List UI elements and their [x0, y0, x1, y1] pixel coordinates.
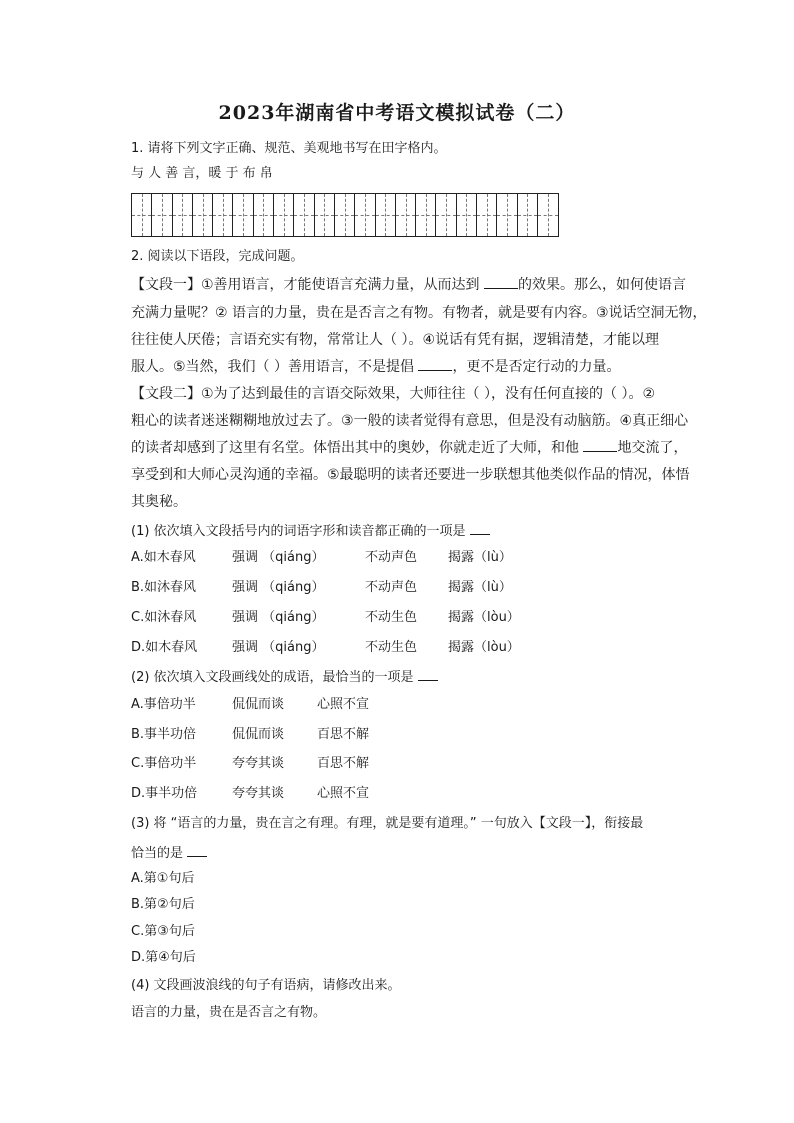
grid-cell[interactable]: [497, 194, 517, 236]
answer-blank[interactable]: [187, 844, 207, 857]
sub3-prompt-line2: 恰当的是: [131, 844, 207, 862]
sub1-prompt: (1) 依次填入文段括号内的词语字形和读音都正确的一项是: [131, 522, 490, 540]
grid-cell[interactable]: [132, 194, 152, 236]
sub2-prompt: (2) 依次填入文段画线处的成语，最恰当的一项是: [131, 668, 438, 686]
answer-blank[interactable]: [484, 276, 518, 289]
passage2-line1: 【文段二】①为了达到最佳的言语交际效果，大师往往（ ），没有任何直接的（ ）。②: [131, 386, 655, 402]
q1-prompt: 1. 请将下列文字正确、规范、美观地书写在田字格内。: [131, 141, 447, 156]
grid-cell[interactable]: [396, 194, 416, 236]
writing-grid[interactable]: [131, 193, 559, 237]
q1-text: 与 人 善 言，暖 于 布 帛: [131, 166, 273, 181]
sub2-option-c[interactable]: C.事倍功半 夸夸其谈 百思不解: [131, 756, 370, 771]
answer-blank[interactable]: [418, 668, 438, 681]
sub3-option-b[interactable]: B.第②句后: [131, 897, 195, 912]
grid-cell[interactable]: [457, 194, 477, 236]
sub3-option-c[interactable]: C.第③句后: [131, 924, 195, 939]
passage2-line5: 其奥秘。: [131, 494, 187, 510]
grid-cell[interactable]: [193, 194, 213, 236]
sub1-option-c[interactable]: C.如沐春风 强调 （qiáng） 不动生色 揭露（lòu）: [131, 610, 520, 625]
answer-blank[interactable]: [418, 358, 452, 371]
grid-cell[interactable]: [518, 194, 538, 236]
passage2-line4: 享受到和大师心灵沟通的幸福。⑤最聪明的读者还要进一步联想其他类似作品的情况，体悟: [131, 467, 690, 483]
sub2-option-a[interactable]: A.事倍功半 侃侃而谈 心照不宣: [131, 697, 370, 712]
passage2-line2: 粗心的读者迷迷糊糊地放过去了。③一般的读者觉得有意思，但是没有动脑筋。④真正细心: [131, 413, 689, 429]
passage1-line1: 【文段一】①善用语言，才能使语言充满力量，从而达到 的效果。那么，如何使语言: [131, 277, 686, 293]
grid-cell[interactable]: [213, 194, 233, 236]
sub3-option-a[interactable]: A.第①句后: [131, 871, 195, 886]
grid-cell[interactable]: [254, 194, 274, 236]
sub2-option-d[interactable]: D.事半功倍 夸夸其谈 心照不宣: [131, 786, 370, 801]
sub3-option-d[interactable]: D.第④句后: [131, 950, 196, 965]
grid-cell[interactable]: [274, 194, 294, 236]
sub3-prompt-line1: (3) 将 “语言的力量，贵在言之有理。有理，就是要有道理。” 一句放入【文段一】，衔接最: [131, 816, 644, 831]
sub1-option-a[interactable]: A.如木春风 强调 （qiáng） 不动声色 揭露（lù）: [131, 550, 512, 565]
grid-cell[interactable]: [416, 194, 436, 236]
grid-cell[interactable]: [294, 194, 314, 236]
grid-cell[interactable]: [335, 194, 355, 236]
grid-cell[interactable]: [315, 194, 335, 236]
sub4-sentence: 语言的力量，贵在是否言之有物。: [131, 1005, 327, 1020]
q2-prompt: 2. 阅读以下语段，完成问题。: [131, 249, 304, 264]
sub2-option-b[interactable]: B.事半功倍 侃侃而谈 百思不解: [131, 727, 370, 742]
grid-cell[interactable]: [436, 194, 456, 236]
grid-cell[interactable]: [376, 194, 396, 236]
passage2-line3: 的读者却感到了这里有名堂。体悟出其中的奥妙，你就走近了大师，和他 地交流了，: [131, 440, 688, 456]
sub1-option-b[interactable]: B.如沐春风 强调 （qiáng） 不动声色 揭露（lù）: [131, 580, 512, 595]
grid-cell[interactable]: [152, 194, 172, 236]
sub1-option-d[interactable]: D.如木春风 强调 （qiáng） 不动生色 揭露（lòu）: [131, 640, 520, 655]
answer-blank[interactable]: [583, 439, 617, 452]
grid-cell[interactable]: [233, 194, 253, 236]
passage1-line4: 服人。⑤当然，我们（ ）善用语言，不是提倡 ，更不是否定行动的力量。: [131, 359, 621, 375]
sub4-prompt: (4) 文段画波浪线的句子有语病，请修改出来。: [131, 978, 401, 993]
page-title: 2023年湖南省中考语文模拟试卷（二）: [218, 102, 576, 124]
grid-cell[interactable]: [477, 194, 497, 236]
answer-blank[interactable]: [470, 522, 490, 535]
grid-cell[interactable]: [355, 194, 375, 236]
passage1-line2: 充满力量呢？② 语言的力量，贵在是否言之有物。有物者，就是要有内容。③说话空洞无物，: [131, 305, 707, 321]
passage1-line3: 往往使人厌倦；言语充实有物，常常让人（ ）。④说话有凭有据，逻辑清楚，才能以理: [131, 332, 659, 348]
grid-cell[interactable]: [538, 194, 558, 236]
grid-cell[interactable]: [173, 194, 193, 236]
